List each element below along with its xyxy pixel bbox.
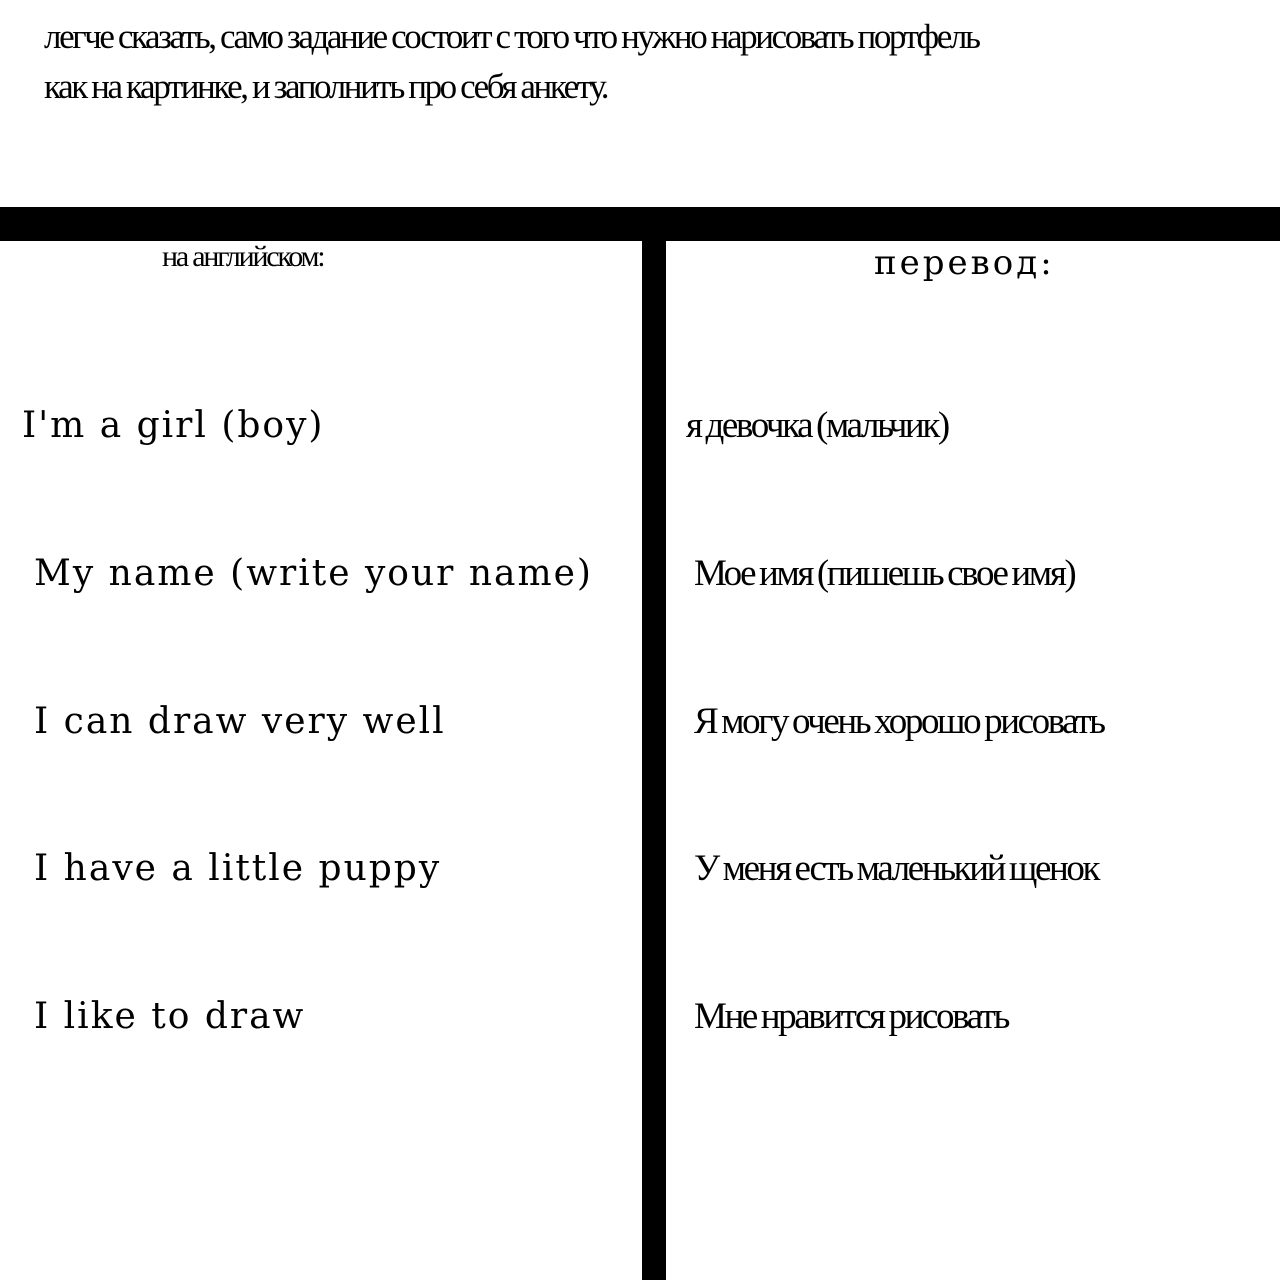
- intro-line-2: как на картинке, и заполнить про себя анкету.: [44, 67, 608, 106]
- english-phrase: I have a little puppy: [34, 848, 442, 889]
- translation-column-header: перевод:: [874, 243, 1055, 283]
- russian-phrase: я девочка (мальчик): [686, 405, 948, 446]
- table-column-divider: [642, 230, 666, 1280]
- english-phrase: I can draw very well: [34, 701, 446, 742]
- english-phrase: I'm a girl (boy): [22, 405, 325, 446]
- intro-text: [44, 12, 1264, 112]
- intro-line-1: легче сказать, само задание состоит с того что нужно нарисовать портфель: [44, 17, 979, 56]
- english-phrase: My name (write your name): [34, 553, 593, 594]
- russian-phrase: У меня есть маленький щенок: [694, 848, 1099, 889]
- english-column-header: на английском:: [162, 240, 324, 273]
- russian-phrase: Мне нравится рисовать: [694, 996, 1008, 1037]
- russian-phrase: Я могу очень хорошо рисовать: [694, 701, 1104, 742]
- table-top-divider: [0, 207, 1280, 241]
- english-phrase: I like to draw: [34, 996, 306, 1037]
- russian-phrase: Мое имя (пишешь свое имя): [694, 553, 1075, 594]
